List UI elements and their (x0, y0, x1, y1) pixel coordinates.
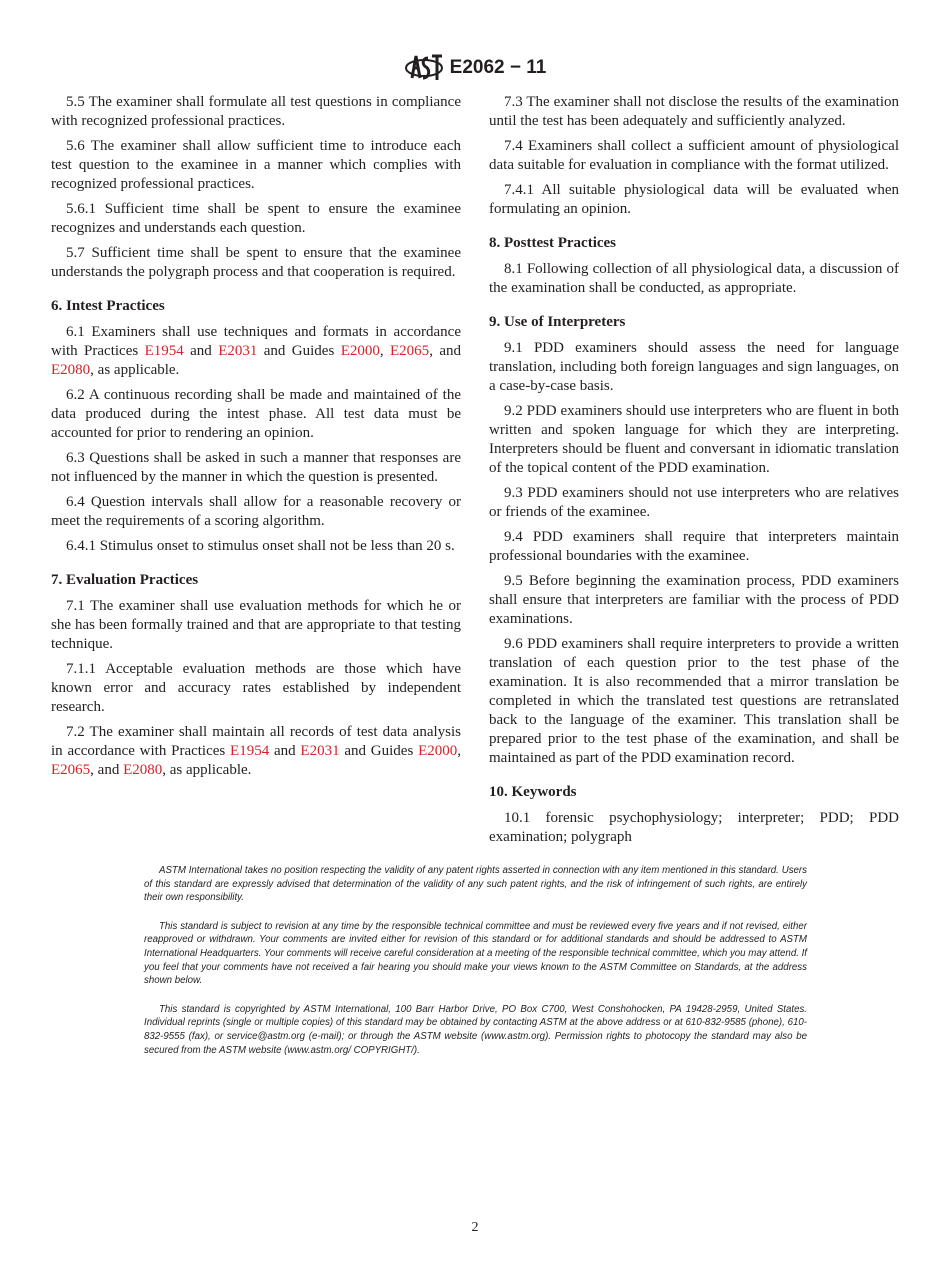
paragraph (489, 137, 899, 175)
section-heading: 8. Posttest Practices (489, 235, 617, 251)
paragraph (489, 528, 899, 566)
paragraph-text: and Guides (257, 343, 341, 359)
paragraph-text: 7.4 Examiners shall collect a sufficient amount of physiological data suitable for evaluation in compliance with the format utilized. (489, 138, 899, 173)
standard-reference-link[interactable]: E2000 (340, 343, 380, 359)
standard-reference-link[interactable]: E1954 (230, 743, 270, 759)
page-header (0, 52, 950, 84)
paragraph (51, 723, 461, 780)
paragraph-text: , (457, 743, 461, 759)
standard-reference-link[interactable]: E2080 (51, 362, 91, 378)
paragraph-text: 9.1 PDD examiners should assess the need for language translation, including both foreign languages and sign languages, on a case-by-case basis. (489, 340, 899, 394)
paragraph (489, 572, 899, 629)
paragraph (51, 200, 461, 238)
paragraph-text: 9.3 PDD examiners should not use interpreters who are relatives or friends of the examinee. (489, 485, 899, 520)
standard-reference-link[interactable]: E2031 (218, 343, 258, 359)
paragraph (489, 635, 899, 768)
patent-notice: ASTM International takes no position respecting the validity of any patent rights asserted in connection with any item mentioned in this standard. Users of this standard are expressly advised that determination of the validity of any such patent rights, and the risk of infringement of such rights, are entirely their own responsibility. (144, 865, 807, 904)
paragraph-text: 7.2 The examiner shall maintain all records of test data analysis in accordance with Practices (51, 724, 461, 759)
paragraph-text: , as applicable. (90, 362, 180, 378)
paragraph (51, 493, 461, 531)
section-heading: 10. Keywords (489, 784, 577, 800)
paragraph-text: 9.2 PDD examiners should use interpreters who are fluent in both written and spoken language for which they are interpreting. Interpreters should be fluent and conversant in idiomatic translation of the topical content of the PDD examination. (489, 403, 899, 476)
page-number: 2 (471, 1220, 479, 1235)
left-column (51, 93, 461, 786)
standard-reference-link[interactable]: E2065 (390, 343, 430, 359)
paragraph (51, 323, 461, 380)
paragraph (489, 339, 899, 396)
paragraph (51, 137, 461, 194)
paragraph-text: and (183, 343, 219, 359)
paragraph (489, 260, 899, 298)
paragraph-text: 9.4 PDD examiners shall require that interpreters maintain professional boundaries with the examinee. (489, 529, 899, 564)
standard-reference-link[interactable]: E2000 (418, 743, 458, 759)
paragraph-text: 5.6.1 Sufficient time shall be spent to ensure the examinee recognizes and understands each question. (51, 201, 461, 236)
paragraph-text: 6.4.1 Stimulus onset to stimulus onset shall not be less than 20 s. (66, 538, 455, 554)
paragraph-text: 6.4 Question intervals shall allow for a reasonable recovery or meet the requirements of a scoring algorithm. (51, 494, 461, 529)
paragraph (51, 660, 461, 717)
paragraph (489, 93, 899, 131)
paragraph-text: , and (90, 762, 124, 778)
standard-reference-link[interactable]: E2065 (51, 762, 91, 778)
paragraph-text: 5.6 The examiner shall allow sufficient time to introduce each test question to the examinee in a manner which complies with recognized professional practices. (51, 138, 461, 192)
paragraph (51, 449, 461, 487)
copyright-notice: This standard is copyrighted by ASTM International, 100 Barr Harbor Drive, PO Box C700, West Conshohocken, PA 19428-2959, United States. Individual reprints (single or multiple copies) of this standard may be obtained by contacting ASTM at the above address or at 610-832-9585 (phone), 610-832-9555 (fax), or service@astm.org (e-mail); or through the ASTM website (www.astm.org). Permission rights to photocopy the standard may also be secured from the ASTM website (www.astm.org/ COPYRIGHT/). (144, 1003, 807, 1056)
paragraph-text: 9.5 Before beginning the examination process, PDD examiners shall ensure that interpreters are familiar with the process of PDD examinations. (489, 573, 899, 627)
right-column (489, 93, 899, 853)
section-heading: 7. Evaluation Practices (51, 572, 199, 588)
paragraph-text: 5.5 The examiner shall formulate all test questions in compliance with recognized professional practices. (51, 94, 461, 129)
paragraph-text: 7.4.1 All suitable physiological data will be evaluated when formulating an opinion. (489, 182, 899, 217)
paragraph-text: 6.3 Questions shall be asked in such a manner that responses are not influenced by the manner in which the question is presented. (51, 450, 461, 485)
standard-reference-link[interactable]: E1954 (144, 343, 184, 359)
paragraph (489, 809, 899, 847)
section-heading: 6. Intest Practices (51, 298, 165, 314)
paragraph-text: , and (429, 343, 461, 359)
paragraph (489, 484, 899, 522)
paragraph-text: 8.1 Following collection of all physiological data, a discussion of the examination shall be conducted, as appropriate. (489, 261, 899, 296)
standard-reference-link[interactable]: E2080 (123, 762, 163, 778)
paragraph-text: 7.1.1 Acceptable evaluation methods are those which have known error and accuracy rates established by independent research. (51, 661, 461, 715)
paragraph (489, 402, 899, 478)
paragraph-text: 10.1 forensic psychophysiology; interpreter; PDD; PDD examination; polygraph (489, 810, 899, 845)
paragraph-text: 6.2 A continuous recording shall be made and maintained of the data produced during the intest phase. All test data must be accounted for prior to rendering an opinion. (51, 387, 461, 441)
paragraph (51, 597, 461, 654)
paragraph (51, 244, 461, 282)
section-heading: 9. Use of Interpreters (489, 314, 626, 330)
paragraph-text: , (379, 343, 391, 359)
paragraph-text: and Guides (339, 743, 419, 759)
paragraph (51, 537, 461, 556)
paragraph-text: 6.1 Examiners shall use techniques and formats in accordance with Practices (51, 324, 461, 359)
paragraph-text: , as applicable. (162, 762, 252, 778)
paragraph-text: 7.3 The examiner shall not disclose the results of the examination until the test has been adequately and sufficiently analyzed. (489, 94, 899, 129)
standard-reference-link[interactable]: E2031 (300, 743, 340, 759)
document-id: E2062 − 11 (449, 57, 547, 78)
paragraph-text: 7.1 The examiner shall use evaluation methods for which he or she has been formally trained and that are appropriate to that testing technique. (51, 598, 461, 652)
paragraph-text: 5.7 Sufficient time shall be spent to ensure that the examinee understands the polygraph process and that cooperation is required. (51, 245, 461, 280)
paragraph (51, 386, 461, 443)
paragraph-text: and (269, 743, 301, 759)
revision-notice: This standard is subject to revision at any time by the responsible technical committee and must be reviewed every five years and if not revised, either reapproved or withdrawn. Your comments are invited either for revision of this standard or for additional standards and should be addressed to ASTM International Headquarters. Your comments will receive careful consideration at a meeting of the responsible technical committee, which you may attend. If you feel that your comments have not received a fair hearing you should make your views known to the ASTM Committee on Standards, at the address shown below. (144, 920, 807, 987)
astm-logo (404, 52, 444, 84)
paragraph (489, 181, 899, 219)
paragraph (51, 93, 461, 131)
paragraph-text: 9.6 PDD examiners shall require interpreters to provide a written translation of each question prior to the test phase of the examination. It is also recommended that a mirror translation be completed in which the translated test questions are retranslated back to the language of the examiner. This translation shall be prepared prior to the test phase of the examination, and shall be maintained as part of the PDD examination record. (489, 636, 899, 766)
footer-notice (144, 864, 807, 1072)
